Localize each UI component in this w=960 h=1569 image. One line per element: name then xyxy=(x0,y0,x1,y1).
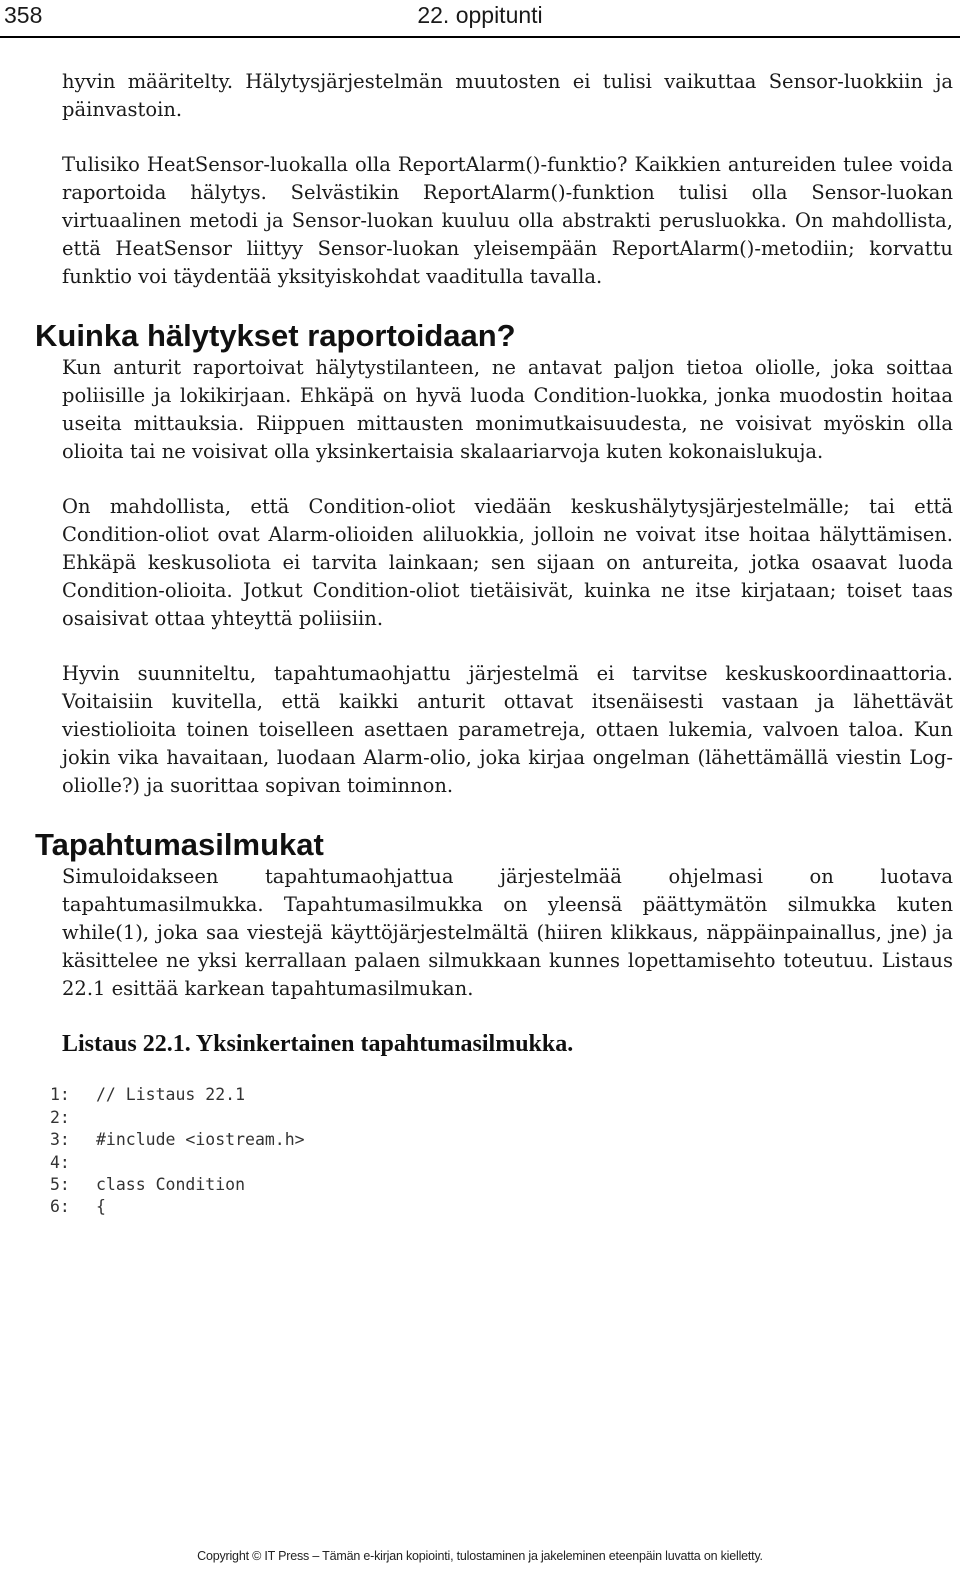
section-heading: Tapahtumasilmukat xyxy=(35,827,324,862)
code-line xyxy=(50,1196,941,1218)
code-line xyxy=(50,1084,941,1106)
code-text: // Listaus 22.1 xyxy=(96,1085,246,1105)
chapter-title: 22. oppitunti xyxy=(417,2,543,28)
copyright-footer: Copyright © IT Press – Tämän e-kirjan kopiointi, tulostaminen ja jakeleminen eteenpäin luvatta on kielletty. xyxy=(197,1549,763,1563)
code-line xyxy=(50,1129,941,1151)
paragraph: hyvin määritelty. Hälytysjärjestelmän muutosten ei tulisi vaikuttaa Sensor-luokkiin ja päinvastoin. xyxy=(62,70,953,121)
line-number: 6: xyxy=(50,1197,70,1217)
code-text: #include <iostream.h> xyxy=(96,1130,305,1150)
code-text: class Condition xyxy=(96,1175,246,1195)
code-listing xyxy=(50,1062,941,1264)
code-line xyxy=(50,1152,941,1174)
line-number: 2: xyxy=(50,1107,70,1127)
line-number: 3: xyxy=(50,1130,70,1150)
line-number: 5: xyxy=(50,1175,70,1195)
page-header xyxy=(0,0,960,38)
code-line xyxy=(50,1107,941,1129)
code-line xyxy=(50,1174,941,1196)
paragraph: Simuloidakseen tapahtumaohjattua järjestelmää ohjelmasi on luotava tapahtumasilmukka. Tapahtumasilmukka on yleensä päättymätön silmukka kuten while(1), joka saa viestejä käyttöjärjestelmältä (hiiren klikkaus, näppäinpainallus, jne) ja käsittelee ne yksi kerrallaan palaen silmukkaan kunnes lopettamisehto toteutuu. Listaus 22.1 esittää karkean tapahtumasilmukan. xyxy=(62,865,953,1000)
paragraph: Kun anturit raportoivat hälytystilanteen, ne antavat paljon tietoa oliolle, joka soittaa poliisille ja lokikirjaan. Ehkäpä on hyvä luoda Condition-luokka, jonka muodostin hoitaa useita mittauksia. Riippuen mittausten monimutkaisuudesta, ne voisivat myöskin olla olioita tai ne voisivat olla yksinkertaisia skalaariarvoja kuten kokonaislukuja. xyxy=(62,356,953,463)
paragraph: Tulisiko HeatSensor-luokalla olla ReportAlarm()-funktio? Kaikkien antureiden tulee voida raportoida hälytys. Selvästikin ReportAlarm()-funktion tulisi olla Sensor-luokan virtuaalinen metodi ja Sensor-luokan kuuluu olla abstrakti perusluokka. On mahdollista, että HeatSensor liittyy Sensor-luokan yleisempään ReportAlarm()-metodiin; korvattu funktio voi täydentää yksityiskohdat vaaditulla tavalla. xyxy=(62,153,953,288)
section-heading: Kuinka hälytykset raportoidaan? xyxy=(35,318,516,353)
code-text: { xyxy=(96,1197,106,1217)
paragraph: Hyvin suunniteltu, tapahtumaohjattu järjestelmä ei tarvitse keskuskoordinaattoria. Voitaisiin kuvitella, että kaikki anturit ottavat itsenäisesti vastaan ja lähettävät viestiolioita toinen toiselleen asettaen parametreja, ottaen lukemia, valvoen taloa. Kun jokin vika havaitaan, luodaan Alarm-olio, joka kirjaa ongelman (lähettämällä viestin Log-oliolle?) ja suorittaa sopivan toiminnon. xyxy=(62,662,953,797)
listing-title: Listaus 22.1. Yksinkertainen tapahtumasilmukka. xyxy=(62,1031,574,1057)
page-number: 358 xyxy=(4,2,43,28)
line-number: 1: xyxy=(50,1085,70,1105)
line-number: 4: xyxy=(50,1152,70,1172)
paragraph: On mahdollista, että Condition-oliot viedään keskushälytysjärjestelmälle; tai että Condition-oliot ovat Alarm-olioiden aliluokkia, jolloin ne voivat itse hoitaa hälyttämisen. Ehkäpä keskusoliota ei tarvita lainkaan; sen sijaan on antureita, jotka osaavat luoda Condition-olioita. Jotkut Condition-oliot tietäisivät, kuinka ne itse kirjataan; toiset taas osaisivat ottaa yhteyttä poliisiin. xyxy=(62,495,953,630)
page-content xyxy=(35,68,953,1264)
